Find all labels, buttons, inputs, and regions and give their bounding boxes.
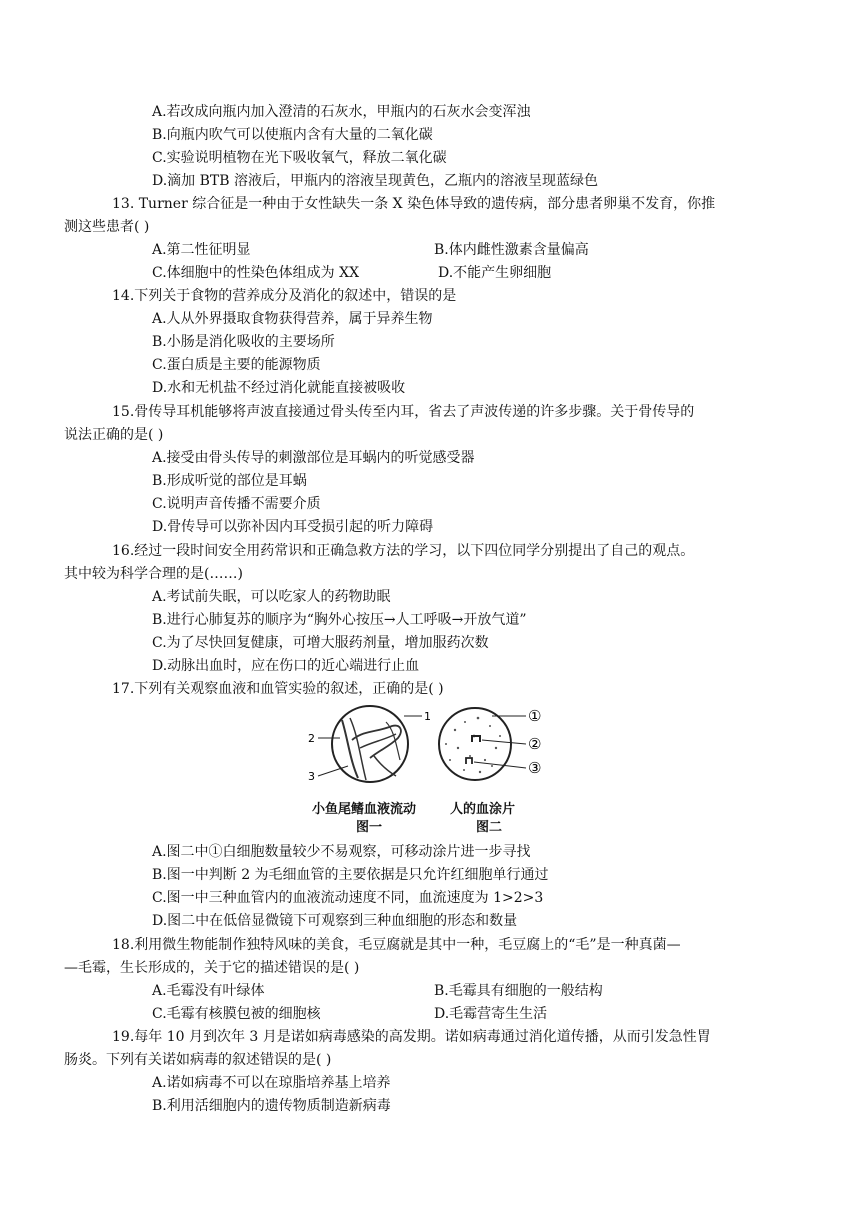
q13-stem-line2: 测这些患者( ) (64, 219, 150, 235)
q14-option-d: D.水和无机盐不经过消化就能直接被吸收 (152, 380, 406, 396)
q15-option-d: D.骨传导可以弥补因内耳受损引起的听力障碍 (152, 519, 434, 535)
q18-stem-line1: 18.利用微生物能制作独特风味的美食，毛豆腐就是其中一种，毛豆腐上的“毛”是一种真菌— (112, 937, 681, 953)
q18-option-c: C.毛霉有核膜包被的细胞核 (152, 1006, 321, 1022)
q18-option-d: D.毛霉营寄生生活 (434, 1006, 548, 1022)
q16-option-b: B.进行心肺复苏的顺序为“胸外心按压→人工呼吸→开放气道” (152, 612, 527, 628)
q14-option-a: A.人从外界摄取食物获得营养，属于异养生物 (152, 311, 433, 327)
q16-option-d: D.动脉出血时，应在伤口的近心端进行止血 (152, 658, 420, 674)
q15-option-b: B.形成听觉的部位是耳蜗 (152, 473, 307, 489)
q18-option-b: B.毛霉具有细胞的一般结构 (434, 983, 603, 999)
q19-stem-line2: 肠炎。下列有关诺如病毒的叙述错误的是( ) (64, 1052, 332, 1068)
fig2-label: 图二 (476, 820, 503, 835)
q17-option-b: B.图一中判断 2 为毛细血管的主要依据是只允许红细胞单行通过 (152, 867, 549, 883)
q17-option-a: A.图二中①白细胞数量较少不易观察，可移动涂片进一步寻找 (152, 844, 531, 860)
q17-option-d: D.图二中在低倍显微镜下可观察到三种血细胞的形态和数量 (152, 913, 518, 929)
q12-option-d: D.滴加 BTB 溶液后，甲瓶内的溶液呈现黄色，乙瓶内的溶液呈现蓝绿色 (152, 173, 598, 189)
q16-option-a: A.考试前失眠，可以吃家人的药物助眠 (152, 589, 391, 605)
q13-option-b: B.体内雌性激素含量偏高 (434, 242, 589, 258)
q16-stem-line2: 其中较为科学合理的是(……) (64, 566, 243, 582)
fig2-mark-3: ③ (528, 759, 542, 777)
q13-option-a: A.第二性征明显 (152, 242, 251, 258)
fish-tail-diagram (308, 706, 431, 783)
q14-stem: 14.下列关于食物的营养成分及消化的叙述中，错误的是 (112, 288, 457, 304)
fig1-mark-1: 1 (424, 710, 431, 723)
q12-option-b: B.向瓶内吹气可以使瓶内含有大量的二氧化碳 (152, 127, 433, 143)
q17-option-c: C.图一中三种血管内的血液流动速度不同，血流速度为 1>2>3 (152, 890, 544, 906)
q13-option-d: D.不能产生卵细胞 (438, 265, 552, 281)
q18-stem-line2: —毛霉，生长形成的，关于它的描述错误的是( ) (64, 960, 360, 976)
q19-option-b: B.利用活细胞内的遗传物质制造新病毒 (152, 1098, 391, 1114)
q19-stem-line1: 19.每年 10 月到次年 3 月是诺如病毒感染的高发期。诺如病毒通过消化道传播，从而引发急性胃 (112, 1029, 711, 1045)
q16-stem-line1: 16.经过一段时间安全用药常识和正确急救方法的学习，以下四位同学分别提出了自己的观点。 (112, 543, 695, 559)
q18-option-a: A.毛霉没有叶绿体 (152, 983, 265, 999)
q15-stem-line1: 15.骨传导耳机能够将声波直接通过骨头传至内耳，省去了声波传递的许多步骤。关于骨传导的 (112, 404, 695, 420)
fig1-caption: 小鱼尾鳍血液流动 (312, 802, 417, 817)
q13-stem-line1: 13. Turner 综合征是一种由于女性缺失一条 X 染色体导致的遗传病，部分患者卵巢不发育，你推 (112, 196, 716, 212)
q15-option-a: A.接受由骨头传导的刺激部位是耳蜗内的听觉感受器 (152, 450, 475, 466)
q14-option-c: C.蛋白质是主要的能源物质 (152, 357, 321, 373)
fig2-mark-2: ② (528, 735, 542, 753)
q17-stem: 17.下列有关观察血液和血管实验的叙述，正确的是( ) (112, 681, 444, 697)
fig1-label: 图一 (356, 820, 383, 835)
q19-option-a: A.诺如病毒不可以在琼脂培养基上培养 (152, 1075, 391, 1091)
fig1-mark-3: 3 (308, 770, 315, 783)
fig1-mark-2: 2 (308, 732, 315, 745)
q13-option-c: C.体细胞中的性染色体组成为 XX (152, 265, 360, 281)
fig2-mark-1: ① (528, 707, 542, 725)
q12-option-a: A.若改成向瓶内加入澄清的石灰水，甲瓶内的石灰水会变浑浊 (152, 104, 531, 120)
q16-option-c: C.为了尽快回复健康，可增大服药剂量，增加服药次数 (152, 635, 489, 651)
fig2-caption: 人的血涂片 (450, 802, 516, 817)
q14-option-b: B.小肠是消化吸收的主要场所 (152, 334, 335, 350)
q12-option-c: C.实验说明植物在光下吸收氧气，释放二氧化碳 (152, 150, 447, 166)
q15-stem-line2: 说法正确的是( ) (64, 427, 164, 443)
q15-option-c: C.说明声音传播不需要介质 (152, 496, 321, 512)
